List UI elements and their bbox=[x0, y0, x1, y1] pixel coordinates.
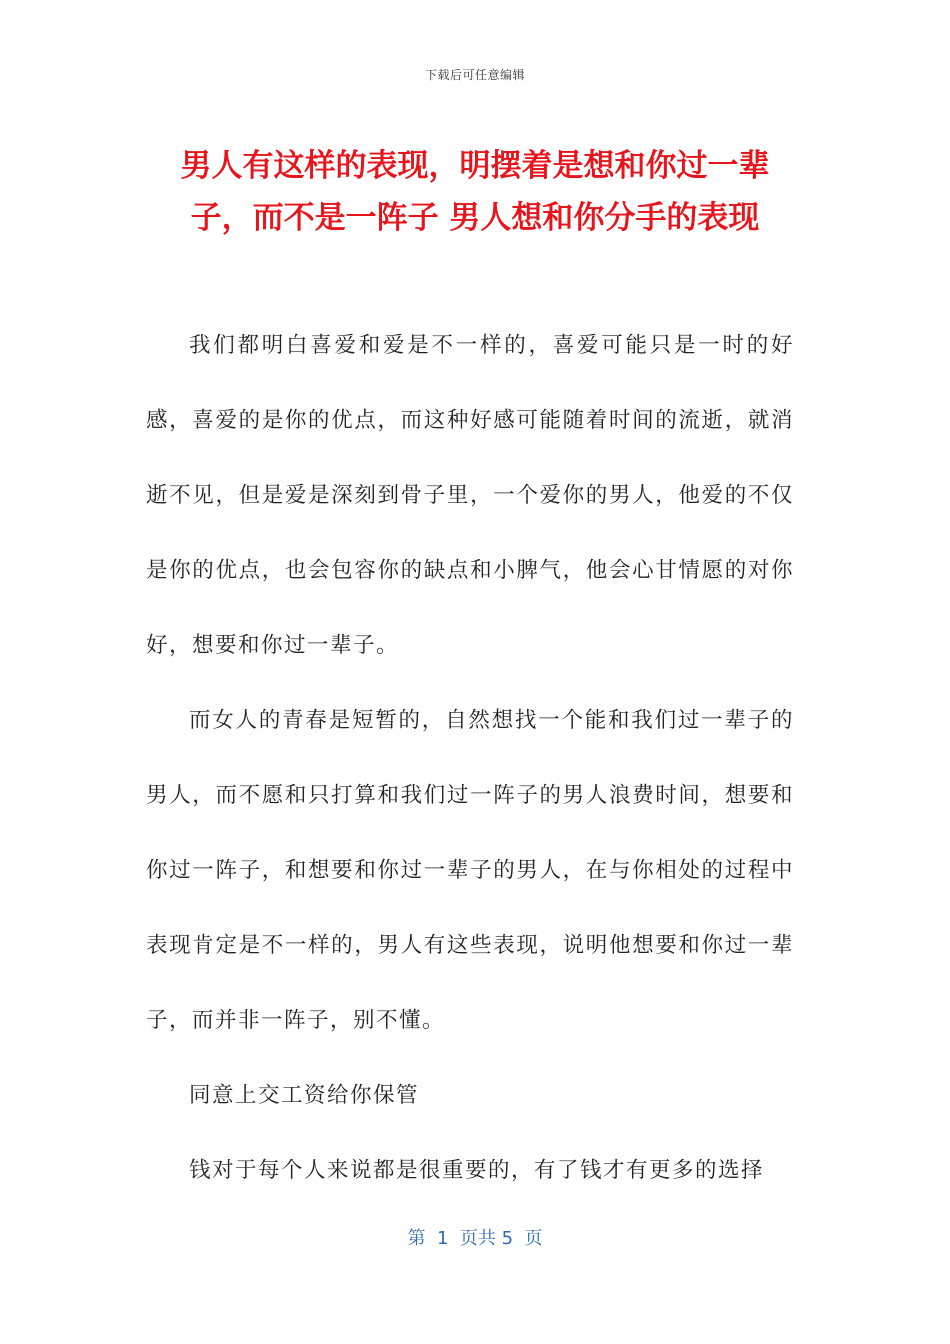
title-line-1: 男人有这样的表现，明摆着是想和你过一辈 bbox=[180, 148, 770, 184]
paragraph-3: 钱对于每个人来说都是很重要的，有了钱才有更多的选择 bbox=[189, 1158, 765, 1183]
document-title bbox=[140, 140, 810, 244]
paragraph-2: 而女人的青春是短暂的，自然想找一个能和我们过一辈子的男人，而不愿和只打算和我们过一阵子的男人浪费时间，想要和你过一阵子，和想要和你过一辈子的男人，在与你相处的过程中表现肯定是不一样的，男人有这些表现，说明他想要和你过一辈子，而并非一阵子，别不懂。 bbox=[146, 708, 794, 1033]
document-body bbox=[146, 308, 794, 1208]
paragraph-1: 我们都明白喜爱和爱是不一样的，喜爱可能只是一时的好感，喜爱的是你的优点，而这种好感可能随着时间的流逝，就消逝不见，但是爱是深刻到骨子里，一个爱你的男人，他爱的不仅是你的优点，也会包容你的缺点和小脾气，他会心甘情愿的对你好，想要和你过一辈子。 bbox=[146, 333, 794, 658]
title-line-2: 子，而不是一阵子 男人想和你分手的表现 bbox=[190, 200, 760, 236]
page-footer: 第 1 页共 5 页 bbox=[407, 1228, 543, 1249]
header-note: 下载后可任意编辑 bbox=[424, 68, 525, 82]
section-heading: 同意上交工资给你保管 bbox=[189, 1083, 420, 1108]
